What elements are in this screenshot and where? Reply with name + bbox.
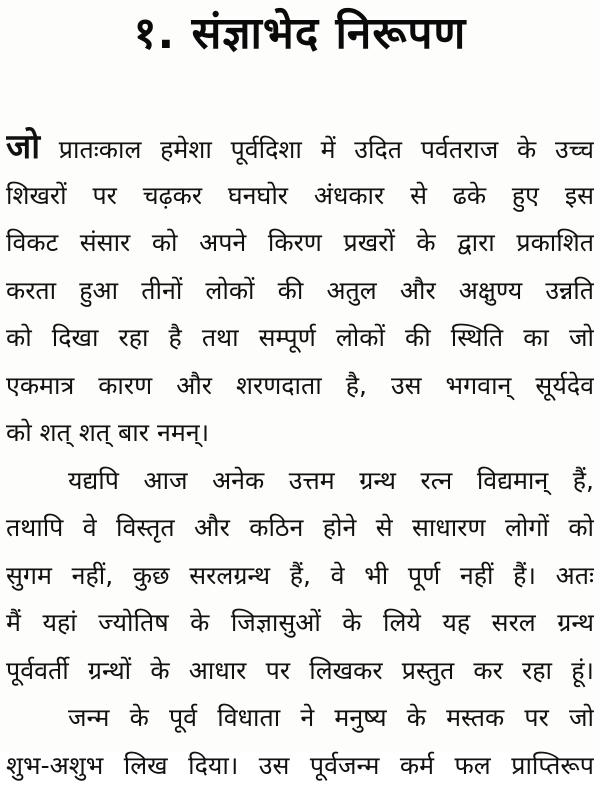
paragraph-1-line-6: एकमात्र कारण और शरणदाता है, उस भगवान् सूर्यदेव [6,362,594,410]
paragraph-1-line-4: करता हुआ तीनों लोकों की अतुल और अक्षुण्य उन्नति [6,267,594,315]
paragraph-2-line-3: सुगम नहीं, कुछ सरलग्रन्थ हैं, वे भी पूर्ण नहीं हैं। अतः [6,552,594,600]
paragraph-2-line-2: तथापि वे विस्तृत और कठिन होने से साधारण लोगों को [6,504,594,552]
paragraph-1-line-5: को दिखा रहा है तथा सम्पूर्ण लोकों की स्थिति का जो [6,314,594,362]
paragraph-2-line-1: यद्यपि आज अनेक उत्तम ग्रन्थ रत्न विद्यमान् हैं, [6,457,594,505]
paragraph-3-line-1: जन्म के पूर्व विधाता ने मनुष्य के मस्तक पर जो [6,694,594,742]
chapter-title: १. संज्ञाभेद निरूपण [0,4,600,64]
paragraph-3-line-2: शुभ-अशुभ लिख दिया। उस पूर्वजन्म कर्म फल प्राप्तिरूप [6,742,594,789]
line-text: प्रातःकाल हमेशा पूर्वदिशा में उदित पर्वतराज के उच्च [59,135,594,164]
paragraph-2-line-4: मैं यहां ज्योतिष के जिज्ञासुओं के लिये यह सरल ग्रन्थ [6,599,594,647]
paragraph-1-line-7: को शत् शत् बार नमन्। [6,409,594,457]
paragraph-1-line-3: विकट संसार को अपने किरण प्रखरों के द्वारा प्रकाशित [6,219,594,267]
paragraph-1-line-1 [6,124,594,172]
paragraph-1-line-2: शिखरों पर चढ़कर घनघोर अंधकार से ढके हुए इस [6,172,594,220]
drop-cap: जो [6,127,40,167]
paragraph-2-line-5: पूर्ववर्ती ग्रन्थों के आधार पर लिखकर प्रस्तुत कर रहा हूं। [6,647,594,695]
body-text [6,124,594,789]
